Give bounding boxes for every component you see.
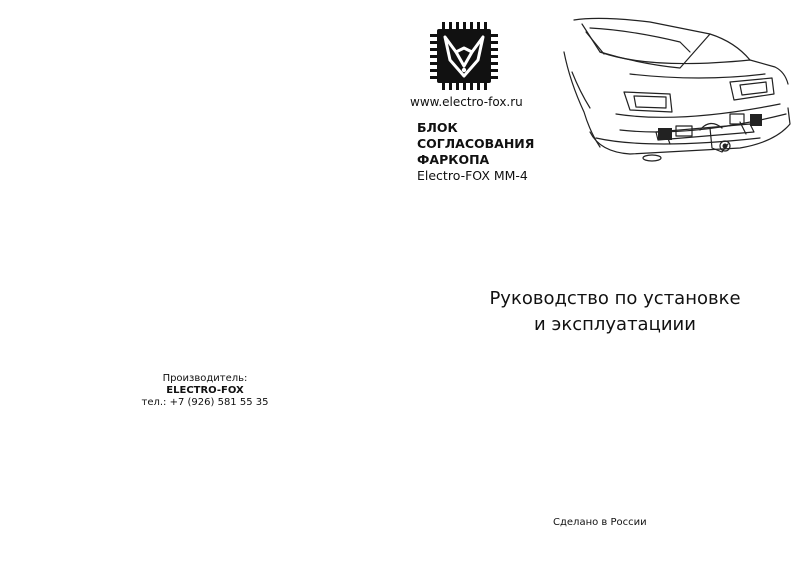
made-in-russia-note: Сделано в России <box>553 517 647 528</box>
product-title-line-3: ФАРКОПА <box>417 152 490 167</box>
manufacturer-name: ELECTRO-FOX <box>166 385 244 396</box>
manual-title <box>420 286 800 338</box>
manual-title-line-2: и эксплуатациии <box>534 314 696 335</box>
fox-chip-logo-icon <box>428 20 500 92</box>
manufacturer-label: Производитель: <box>162 373 248 384</box>
manual-title-line-1: Руководство по установке <box>489 288 741 309</box>
website-url[interactable]: www.electro-fox.ru <box>410 95 523 109</box>
product-title-line-2: СОГЛАСОВАНИЯ <box>417 136 535 151</box>
car-rear-towbar-icon <box>560 12 795 162</box>
product-title-line-1: БЛОК <box>417 120 458 135</box>
product-model: Electro-FOX MM-4 <box>417 168 528 183</box>
product-title-block <box>417 120 534 184</box>
manufacturer-phone[interactable]: тел.: +7 (926) 581 55 35 <box>141 397 269 408</box>
manufacturer-block <box>120 373 290 409</box>
